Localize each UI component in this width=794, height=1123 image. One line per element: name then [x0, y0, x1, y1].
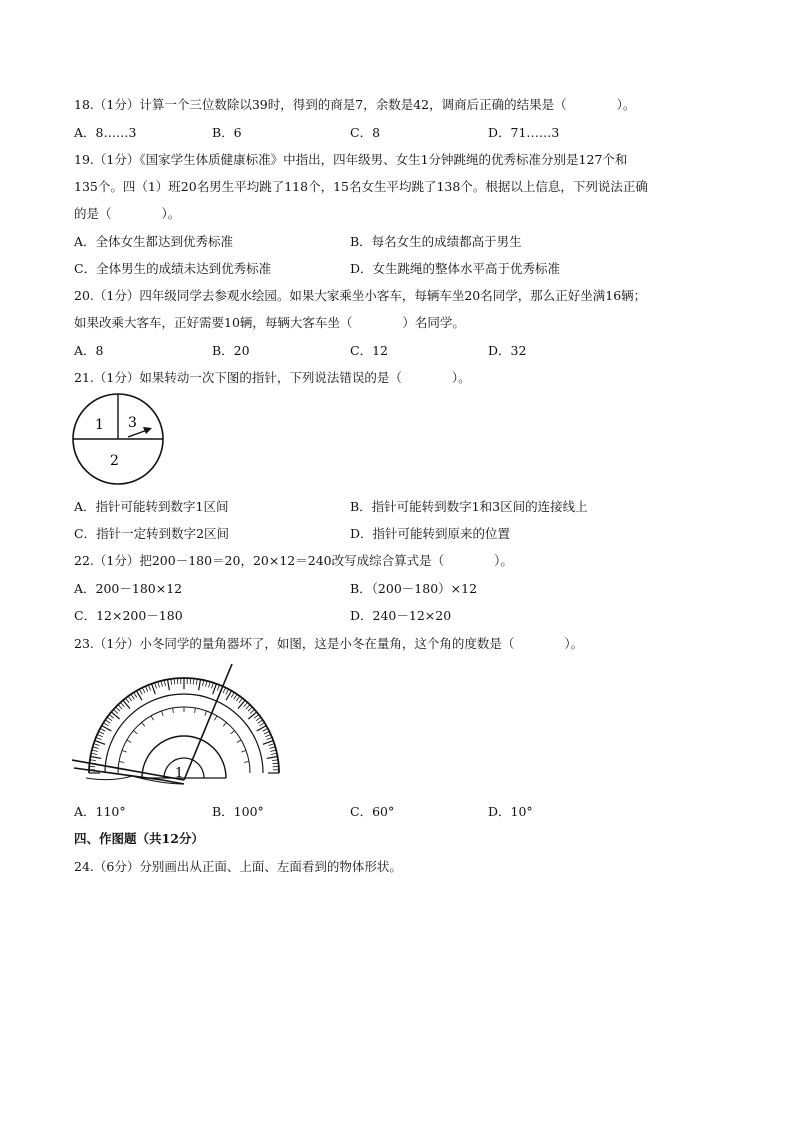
q22-option-a[interactable]: A．200－180×12	[74, 581, 183, 596]
q20-option-c[interactable]: C．12	[350, 343, 388, 358]
q23-stem: 23.（1分）小冬同学的量角器坏了，如图，这是小冬在量角，这个角的度数是（ ）。	[74, 636, 584, 651]
section-4-title: 四、作图题（共12分）	[74, 831, 204, 846]
q20-option-b[interactable]: B．20	[212, 343, 250, 358]
q21-option-b[interactable]: B．指针可能转到数字1和3区间的连接线上	[350, 499, 588, 514]
q20-option-a[interactable]: A．8	[74, 343, 104, 358]
q23-option-d[interactable]: D．10°	[488, 804, 533, 819]
q21-stem: 21.（1分）如果转动一次下图的指针，下列说法错误的是（ ）。	[74, 370, 471, 385]
q23-option-c[interactable]: C．60°	[350, 804, 395, 819]
q24-stem: 24.（6分）分别画出从正面、上面、左面看到的物体形状。	[74, 859, 402, 874]
spinner-label-3: 3	[128, 415, 137, 431]
q22-option-d[interactable]: D．240－12×20	[350, 608, 452, 623]
q19-stem-line3: 的是（ ）。	[74, 206, 181, 221]
spinner-label-1: 1	[95, 417, 104, 433]
q18-stem: 18.（1分）计算一个三位数除以39时，得到的商是7，余数是42，调商后正确的结果是（ ）。	[74, 97, 636, 112]
spinner-figure	[70, 393, 170, 487]
q19-stem-line2: 135个。四（1）班20名男生平均跳了118个，15名女生平均跳了138个。根据以上信息，下列说法正确	[74, 179, 648, 194]
q18-option-a[interactable]: A．8……3	[74, 125, 137, 140]
q19-option-d[interactable]: D．女生跳绳的整体水平高于优秀标准	[350, 261, 561, 276]
q21-option-c[interactable]: C．指针一定转到数字2区间	[74, 526, 230, 541]
q19-stem-line1: 19.（1分）《国家学生体质健康标准》中指出，四年级男、女生1分钟跳绳的优秀标准分别是127个和	[74, 152, 628, 167]
protractor-angle-label: 1	[175, 766, 184, 781]
q19-option-c[interactable]: C．全体男生的成绩未达到优秀标准	[74, 261, 272, 276]
q18-option-c[interactable]: C．8	[350, 125, 381, 140]
protractor-figure	[72, 660, 322, 790]
q18-option-d[interactable]: D．71……3	[488, 125, 560, 140]
q23-option-b[interactable]: B．100°	[212, 804, 264, 819]
spinner-label-2: 2	[110, 453, 119, 469]
q18-option-b[interactable]: B．6	[212, 125, 242, 140]
q19-option-b[interactable]: B．每名女生的成绩都高于男生	[350, 234, 522, 249]
q22-option-c[interactable]: C．12×200－180	[74, 608, 183, 623]
q22-stem: 22.（1分）把200－180＝20，20×12＝240改写成综合算式是（ ）。	[74, 553, 513, 568]
q23-option-a[interactable]: A．110°	[74, 804, 126, 819]
q21-option-d[interactable]: D．指针可能转到原来的位置	[350, 526, 511, 541]
q20-option-d[interactable]: D．32	[488, 343, 527, 358]
q19-option-a[interactable]: A．全体女生都达到优秀标准	[74, 234, 234, 249]
q22-option-b[interactable]: B．（200－180）×12	[350, 581, 478, 596]
q20-stem-line2: 如果改乘大客车，正好需要10辆，每辆大客车坐（ ）名同学。	[74, 315, 465, 330]
q20-stem-line1: 20.（1分）四年级同学去参观水绘园。如果大家乘坐小客车，每辆车坐20名同学，那么正好坐满16辆；	[74, 288, 647, 303]
q21-option-a[interactable]: A．指针可能转到数字1区间	[74, 499, 229, 514]
